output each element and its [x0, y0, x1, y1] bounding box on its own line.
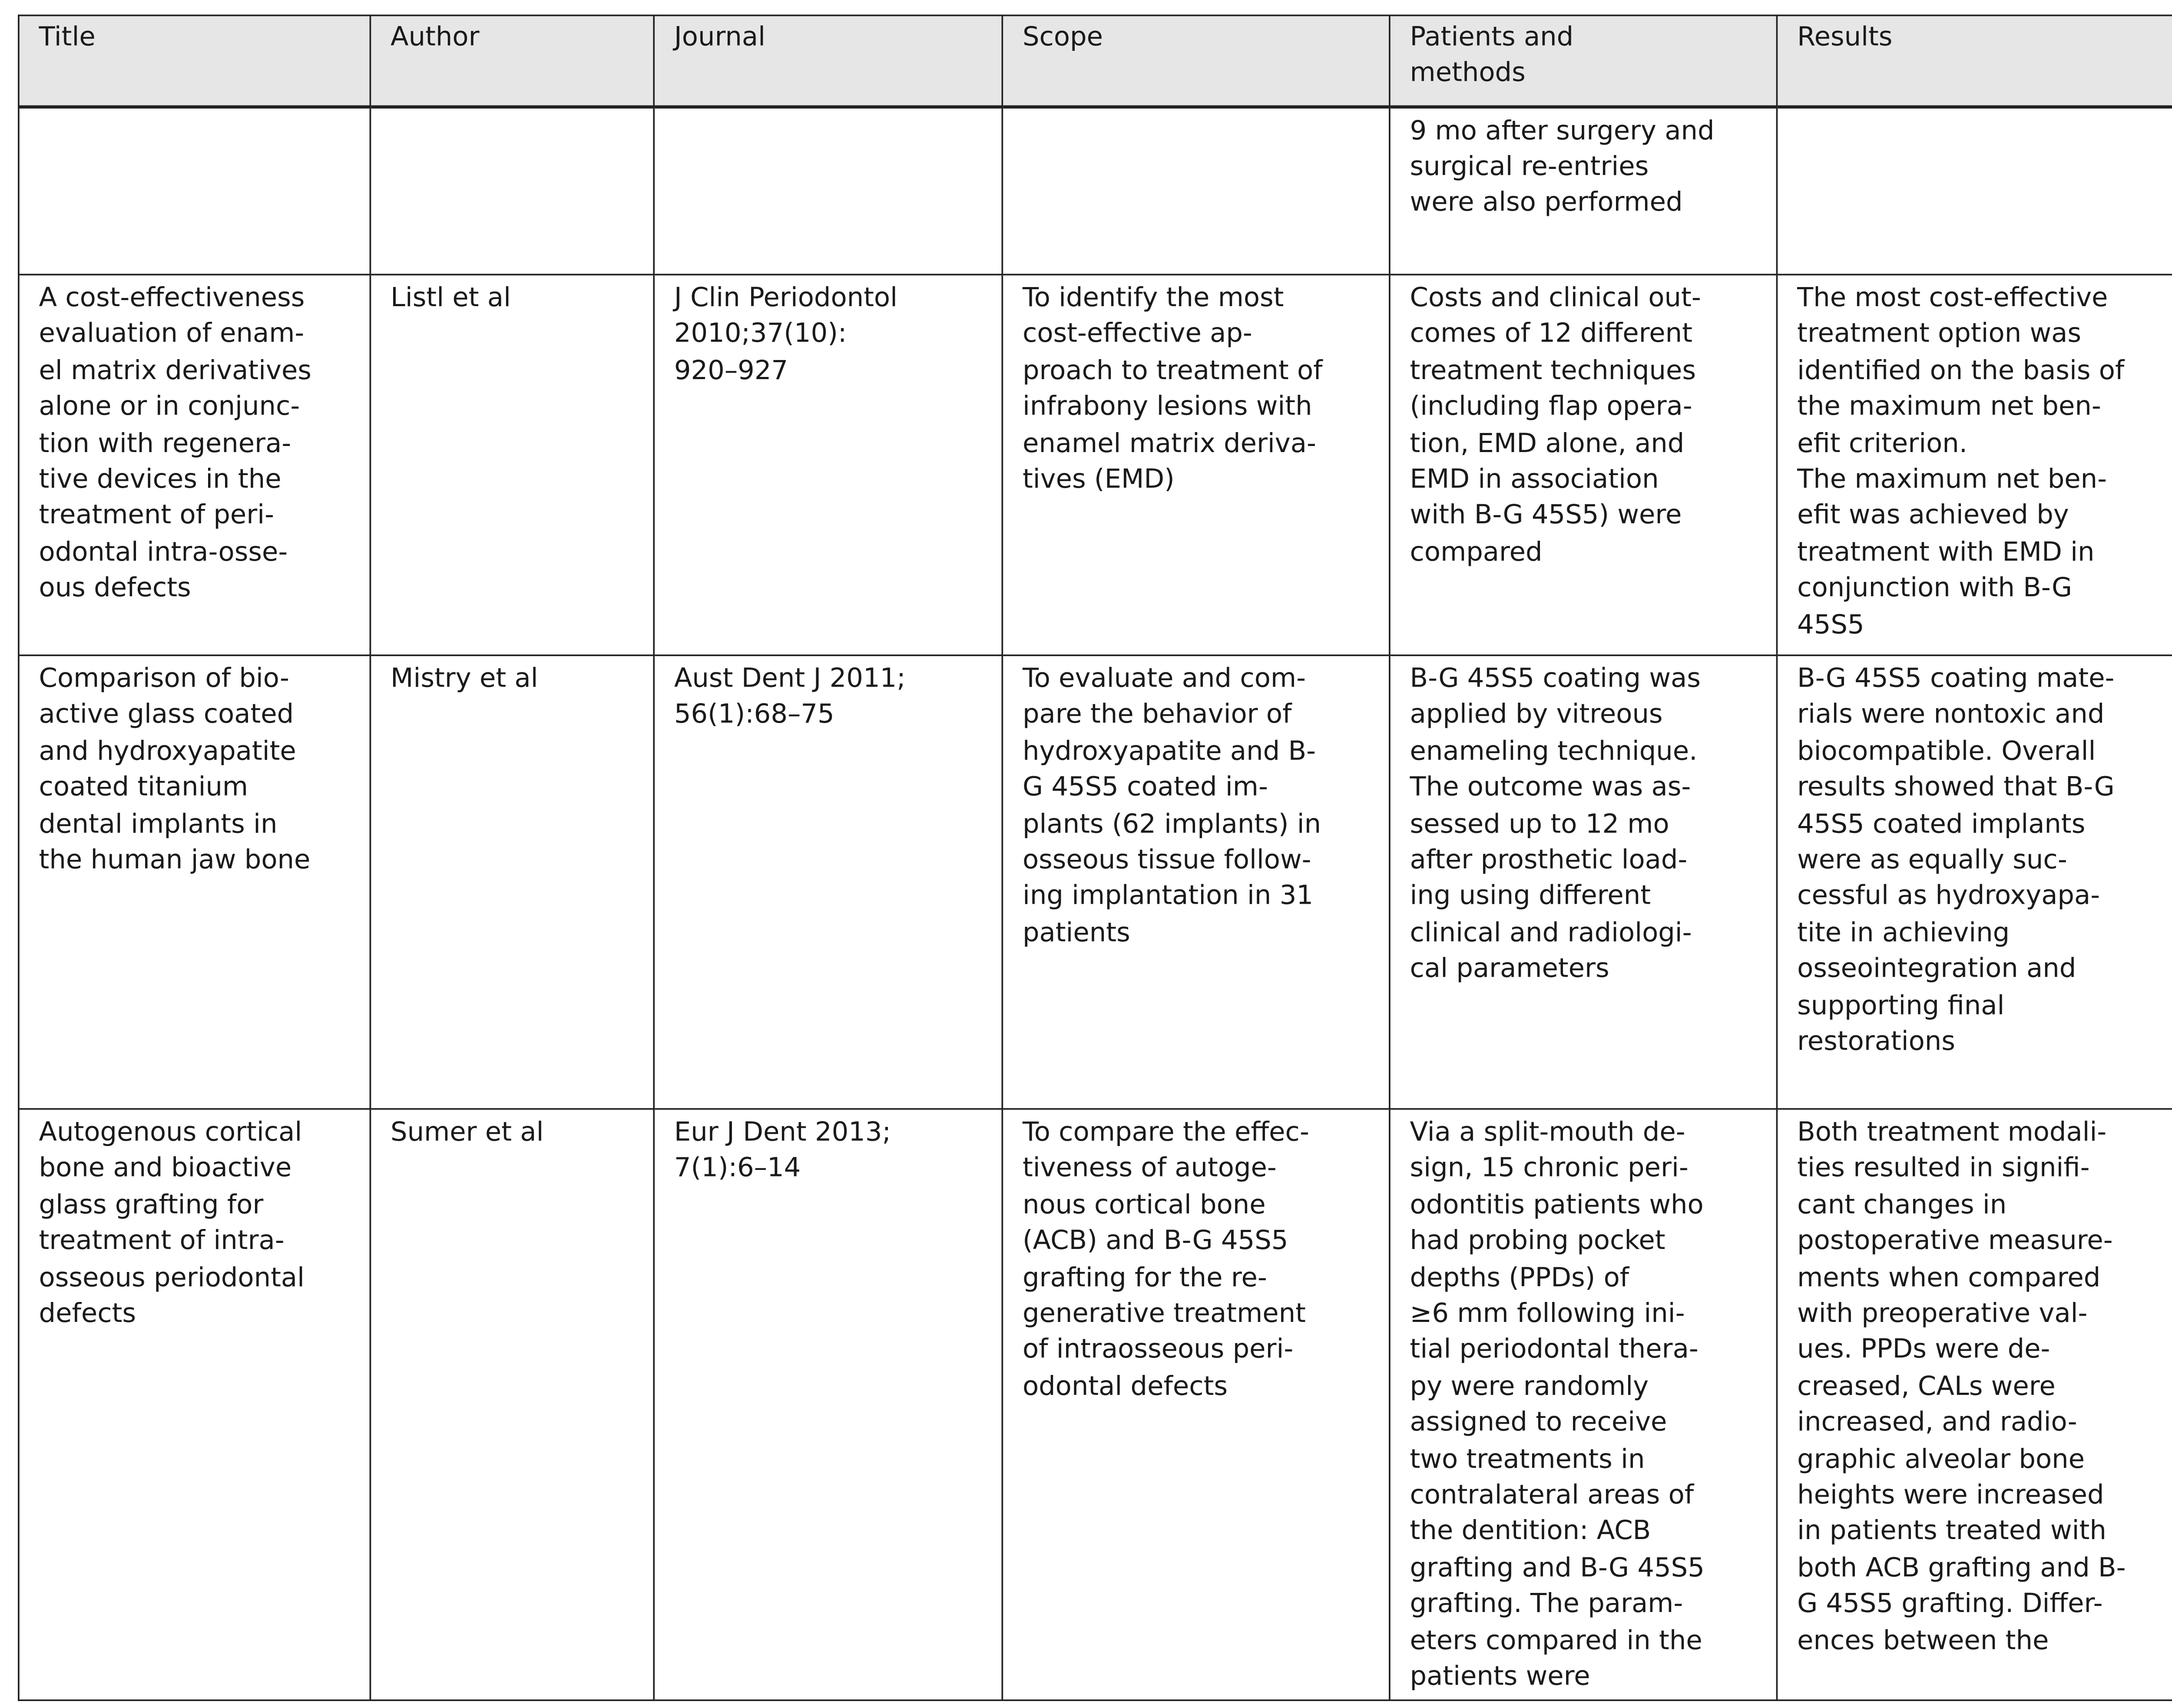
column-header-author: Author	[370, 15, 654, 106]
cell-author	[370, 106, 654, 274]
column-header-journal: Journal	[654, 15, 1002, 106]
column-header-patients-methods: Patients and methods	[1390, 15, 1777, 106]
cell-title: Comparison of bio- active glass coated and hydroxyapatite coated titanium dental implants in the human jaw bone	[19, 655, 371, 1109]
cell-results	[1777, 106, 2172, 274]
header-row	[19, 15, 2172, 106]
cell-scope: To compare the effec- tiveness of autoge- nous cortical bone (ACB) and B-G 45S5 grafting for the re- generative treatment of intraosseous peri- odontal defects	[1002, 1109, 1390, 1701]
cell-patients-methods: 9 mo after surgery and surgical re-entries were also performed	[1390, 106, 1777, 274]
cell-scope: To identify the most cost-effective ap- proach to treatment of infrabony lesions with enamel matrix deriva- tives (EMD)	[1002, 274, 1390, 655]
table-row	[19, 274, 2172, 655]
cell-title: Autogenous cortical bone and bioactive glass grafting for treatment of intra- osseous periodontal defects	[19, 1109, 371, 1701]
column-header-scope: Scope	[1002, 15, 1390, 106]
cell-scope	[1002, 106, 1390, 274]
cell-results: B-G 45S5 coating mate- rials were nontoxic and biocompatible. Overall results showed that B-G 45S5 coated implants were as equally suc- cessful as hydroxyapa- tite in achieving osseointegration and supporting final restorations	[1777, 655, 2172, 1109]
cell-results: Both treatment modali- ties resulted in signifi- cant changes in postoperative measure- ments when compared with preoperative val- ues. PPDs were de- creased, CALs were increased, and radio- graphic alveolar bone heights were increased in patients treated with both ACB grafting and B- G 45S5 grafting. Differ- ences between the	[1777, 1109, 2172, 1701]
cell-scope: To evaluate and com- pare the behavior of hydroxyapatite and B- G 45S5 coated im- plants (62 implants) in osseous tissue follow- ing implantation in 31 patients	[1002, 655, 1390, 1109]
cell-journal: J Clin Periodontol 2010;37(10): 920–927	[654, 274, 1002, 655]
cell-author: Sumer et al	[370, 1109, 654, 1701]
column-header-title: Title	[19, 15, 371, 106]
cell-journal: Eur J Dent 2013; 7(1):6–14	[654, 1109, 1002, 1701]
cell-title: A cost-effectiveness evaluation of enam- el matrix derivatives alone or in conjunc- tion with regenera- tive devices in the treatment of peri- odontal intra-osse- ous defects	[19, 274, 371, 655]
table-row	[19, 106, 2172, 274]
cell-author: Mistry et al	[370, 655, 654, 1109]
cell-patients-methods: B-G 45S5 coating was applied by vitreous enameling technique. The outcome was as- sessed up to 12 mo after prosthetic load- ing using different clinical and radiologi- cal parameters	[1390, 655, 1777, 1109]
cell-patients-methods: Costs and clinical out- comes of 12 different treatment techniques (including flap opera- tion, EMD alone, and EMD in association with B-G 45S5) were compared	[1390, 274, 1777, 655]
cell-results: The most cost-effective treatment option was identified on the basis of the maximum net ben- efit criterion. The maximum net ben- efit was achieved by treatment with EMD in conjunction with B-G 45S5	[1777, 274, 2172, 655]
column-header-results: Results	[1777, 15, 2172, 106]
cell-journal: Aust Dent J 2011; 56(1):68–75	[654, 655, 1002, 1109]
cell-journal	[654, 106, 1002, 274]
cell-title	[19, 106, 371, 274]
table-row	[19, 655, 2172, 1109]
studies-table	[18, 15, 2172, 1701]
cell-author: Listl et al	[370, 274, 654, 655]
cell-patients-methods: Via a split-mouth de- sign, 15 chronic peri- odontitis patients who had probing pocket depths (PPDs) of ≥6 mm following ini- tial periodontal thera- py were randomly assigned to receive two treatments in contralateral areas of the dentition: ACB grafting and B-G 45S5 grafting. The param- eters compared in the patients were	[1390, 1109, 1777, 1701]
table-row	[19, 1109, 2172, 1701]
